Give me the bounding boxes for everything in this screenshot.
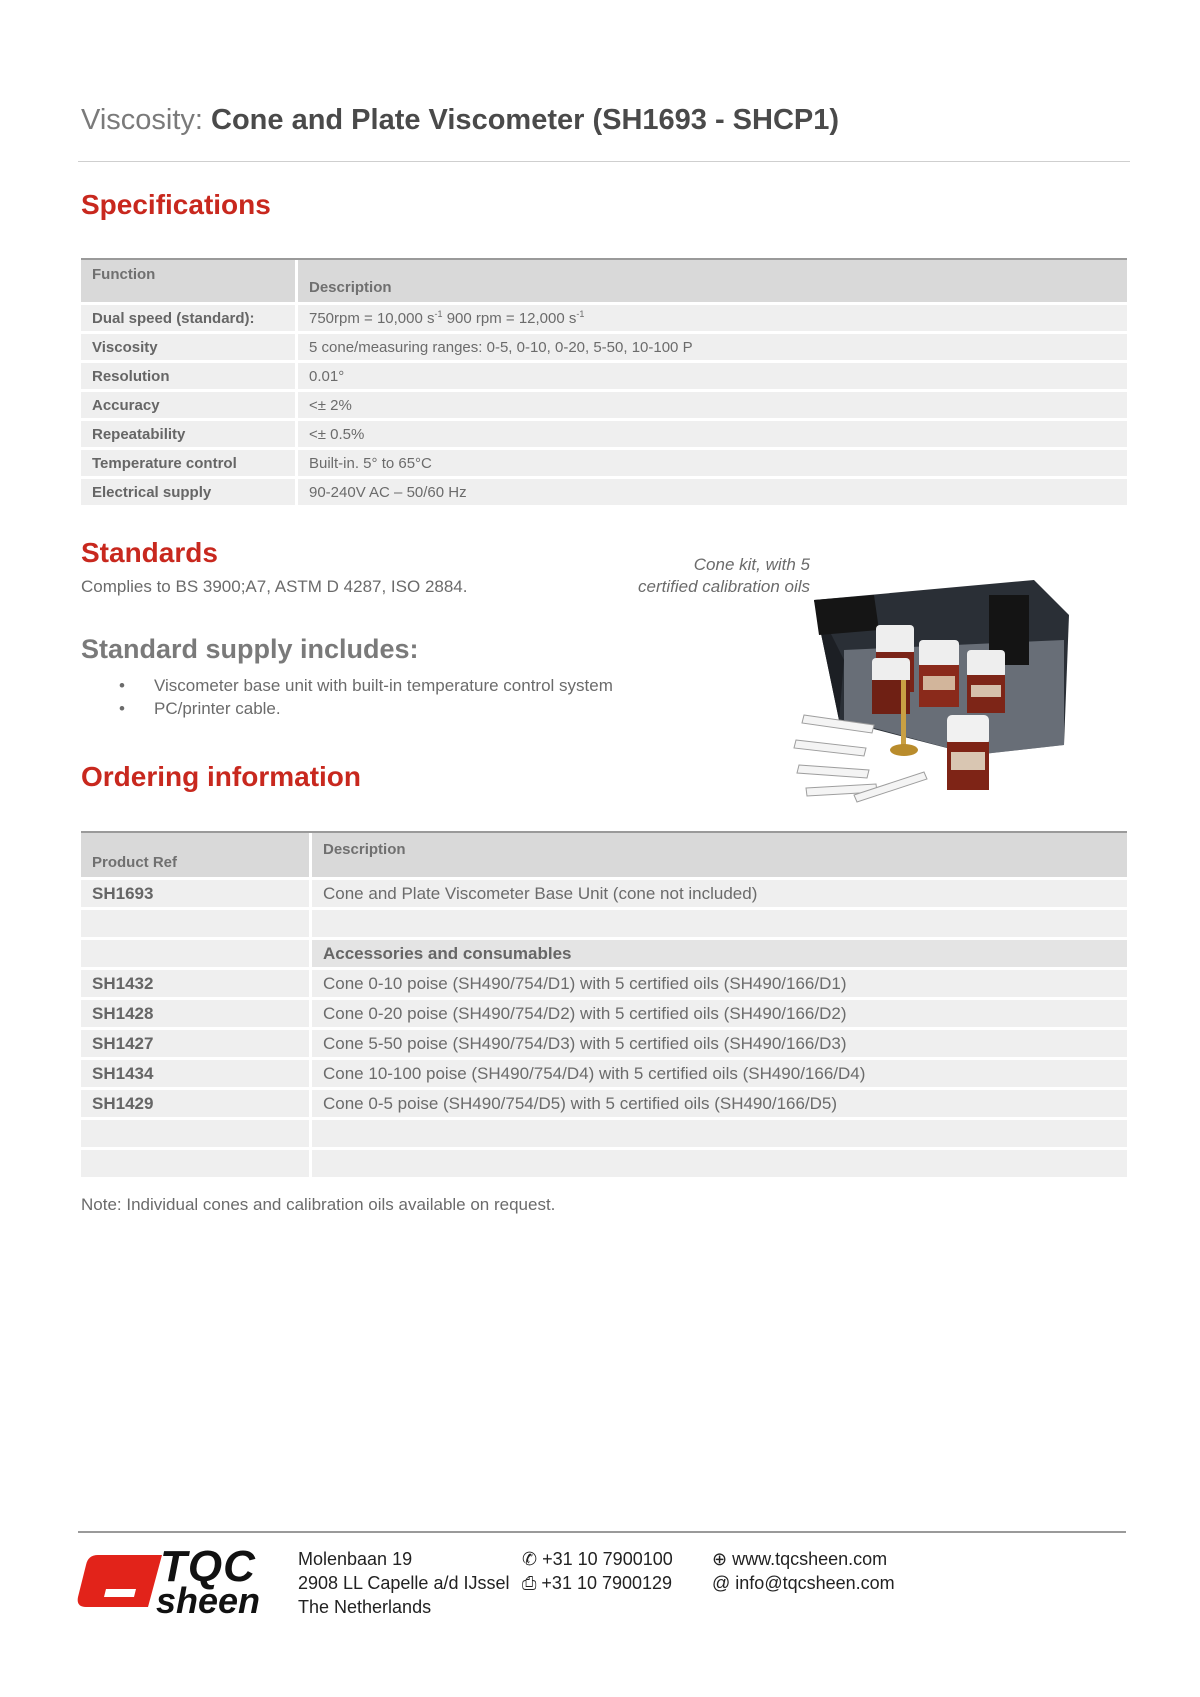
spec-col-description: Description	[298, 260, 1127, 302]
note-text: Note: Individual cones and calibration oils available on request.	[81, 1195, 556, 1214]
spec-header-row	[81, 260, 1127, 302]
standards-heading: Standards	[81, 537, 218, 568]
table-row-empty	[81, 910, 1127, 937]
phone-icon: ✆	[522, 1549, 538, 1569]
table-row	[81, 880, 1127, 907]
table-row	[81, 1030, 1127, 1057]
spec-row	[81, 363, 1127, 389]
product-description: Cone 0-5 poise (SH490/754/D5) with 5 certified oils (SH490/166/D5)	[312, 1090, 1127, 1117]
address-line: Molenbaan 19	[298, 1549, 413, 1569]
footer-divider	[78, 1531, 1126, 1533]
table-row	[81, 1090, 1127, 1117]
list-item: • PC/printer cable.	[81, 697, 613, 720]
product-description: Cone 0-20 poise (SH490/754/D2) with 5 certified oils (SH490/166/D2)	[312, 1000, 1127, 1027]
footer-contact-web	[712, 1547, 895, 1595]
tqc-sheen-logo	[76, 1542, 286, 1625]
supply-list	[81, 674, 613, 720]
spec-value: Built-in. 5° to 65°C	[298, 450, 1127, 476]
title-category: Viscosity:	[81, 104, 203, 136]
fax-number: +31 10 7900129	[541, 1573, 673, 1593]
ordering-table	[78, 830, 1130, 1180]
spec-value: 0.01°	[298, 363, 1127, 389]
spec-value: <± 0.5%	[298, 421, 1127, 447]
spec-label: Temperature control	[81, 450, 295, 476]
spec-value: <± 2%	[298, 392, 1127, 418]
table-row-empty	[81, 1120, 1127, 1147]
page-title	[81, 104, 839, 137]
logo-text-bottom: sheen	[156, 1580, 261, 1621]
email-link[interactable]: info@tqcsheen.com	[735, 1573, 895, 1593]
image-caption-line: certified calibration oils	[638, 577, 810, 596]
specifications-table	[78, 257, 1130, 508]
spec-row	[81, 334, 1127, 360]
address-line: 2908 LL Capelle a/d IJssel	[298, 1573, 510, 1593]
order-col-description: Description	[312, 833, 1127, 877]
spec-row	[81, 421, 1127, 447]
spec-row	[81, 392, 1127, 418]
accessories-subheading: Accessories and consumables	[312, 940, 1127, 967]
fax-icon: ⎙	[522, 1573, 537, 1593]
table-row	[81, 1000, 1127, 1027]
spec-row	[81, 305, 1127, 331]
cone-kit-photo	[784, 540, 1084, 810]
image-caption-line: Cone kit, with 5	[693, 555, 810, 574]
specifications-heading: Specifications	[81, 189, 271, 220]
product-description: Cone and Plate Viscometer Base Unit (cone not included)	[312, 880, 1127, 907]
table-row-empty	[81, 1150, 1127, 1177]
spec-label: Resolution	[81, 363, 295, 389]
spec-row	[81, 450, 1127, 476]
product-ref: SH1432	[81, 970, 309, 997]
title-divider	[78, 161, 1130, 162]
product-ref: SH1693	[81, 880, 309, 907]
product-ref: SH1428	[81, 1000, 309, 1027]
spec-label: Repeatability	[81, 421, 295, 447]
spec-value-dual-speed: 750rpm = 10,000 $s^{-1}$ 900 rpm = 12,000 $s^{-1}$	[298, 305, 1127, 331]
footer-contact-phone	[522, 1547, 673, 1595]
product-ref: SH1429	[81, 1090, 309, 1117]
footer-address	[298, 1547, 509, 1619]
table-row	[81, 970, 1127, 997]
title-product: Cone and Plate Viscometer (SH1693 - SHCP1)	[211, 104, 840, 136]
order-col-ref: Product Ref	[81, 833, 309, 877]
at-icon: @	[712, 1573, 731, 1593]
spec-value: 5 cone/measuring ranges: 0-5, 0-10, 0-20, 5-50, 10-100 P	[298, 334, 1127, 360]
product-ref: SH1434	[81, 1060, 309, 1087]
phone-number: +31 10 7900100	[542, 1549, 673, 1569]
accessories-subheader-row	[81, 940, 1127, 967]
spec-col-function: Function	[81, 260, 295, 302]
supply-heading: Standard supply includes:	[81, 634, 419, 664]
ordering-heading: Ordering information	[81, 761, 361, 792]
spec-label: Accuracy	[81, 392, 295, 418]
spec-value: 90-240V AC – 50/60 Hz	[298, 479, 1127, 505]
list-item: • Viscometer base unit with built-in temperature control system	[81, 674, 613, 697]
order-header-row	[81, 833, 1127, 877]
spec-label: Dual speed (standard):	[81, 305, 295, 331]
product-description: Cone 10-100 poise (SH490/754/D4) with 5 certified oils (SH490/166/D4)	[312, 1060, 1127, 1087]
table-row	[81, 1060, 1127, 1087]
spec-label: Viscosity	[81, 334, 295, 360]
product-description: Cone 5-50 poise (SH490/754/D3) with 5 certified oils (SH490/166/D3)	[312, 1030, 1127, 1057]
spec-label: Electrical supply	[81, 479, 295, 505]
product-description: Cone 0-10 poise (SH490/754/D1) with 5 certified oils (SH490/166/D1)	[312, 970, 1127, 997]
standards-text: Complies to BS 3900;A7, ASTM D 4287, ISO 2884.	[81, 577, 468, 596]
globe-icon: ⊕	[712, 1549, 728, 1569]
website-link[interactable]: www.tqcsheen.com	[732, 1549, 888, 1569]
product-ref: SH1427	[81, 1030, 309, 1057]
spec-row	[81, 479, 1127, 505]
logo-text-top: TQC	[160, 1542, 256, 1591]
address-line: The Netherlands	[298, 1597, 432, 1617]
